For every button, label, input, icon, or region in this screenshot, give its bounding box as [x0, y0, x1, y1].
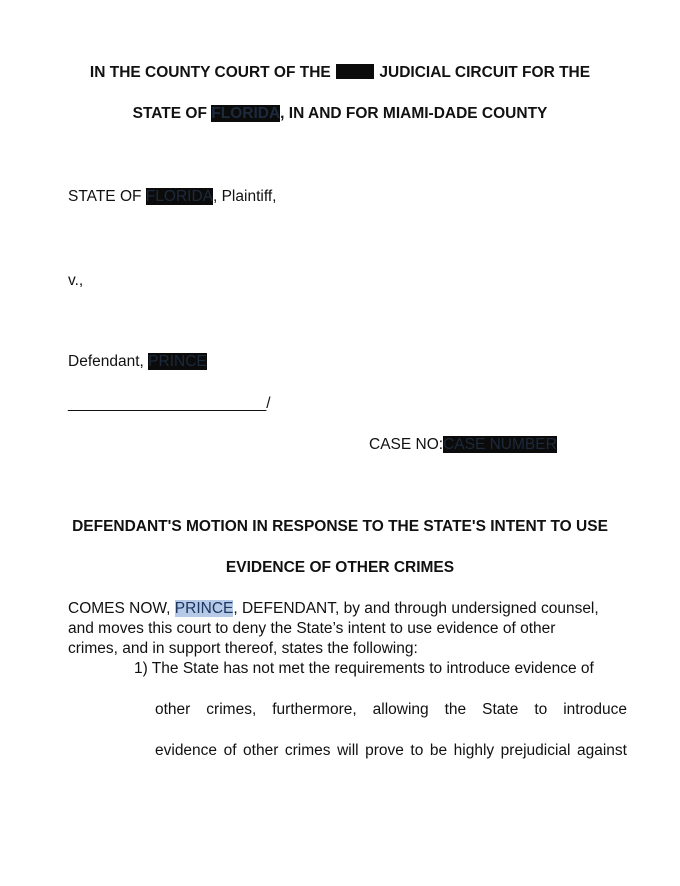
defendant-line: Defendant, PRINCE: [68, 353, 207, 370]
redacted-plaintiff-state: FLORIDA: [145, 188, 213, 205]
plaintiff-line: STATE OF FLORIDA, Plaintiff,: [68, 188, 277, 205]
intro-line-3: crimes, and in support thereof, states the following:: [68, 640, 418, 657]
list-item-1-line-1: 1) The State has not met the requirements to introduce evidence of: [134, 660, 594, 677]
motion-title-line-1: DEFENDANT'S MOTION IN RESPONSE TO THE STATE'S INTENT TO USE: [72, 518, 608, 535]
redacted-defendant-name: PRINCE: [148, 353, 207, 370]
court-caption-line-1: IN THE COUNTY COURT OF THE JUDICIAL CIRCUIT FOR THE: [89, 64, 591, 81]
defendant-name-highlight: PRINCE: [174, 600, 234, 617]
court-caption-line-2: STATE OF FLORIDA, IN AND FOR MIAMI-DADE COUNTY: [132, 105, 548, 122]
redacted-circuit: [336, 64, 374, 79]
list-item-1-line-2: other crimes, furthermore, allowing the State to introduce: [155, 701, 627, 718]
motion-title-line-2: EVIDENCE OF OTHER CRIMES: [225, 559, 455, 576]
versus-text: v.,: [68, 272, 84, 289]
signature-line: _______________________/: [68, 395, 271, 412]
intro-line-1: COMES NOW, PRINCE, DEFENDANT, by and through undersigned counsel,: [68, 600, 599, 617]
intro-line-2: and moves this court to deny the State’s intent to use evidence of other: [68, 620, 556, 637]
redacted-case-number: CASE NUMBER: [443, 436, 557, 453]
case-number-line: CASE NO:CASE NUMBER: [369, 436, 557, 453]
redacted-state: FLORIDA: [211, 105, 281, 122]
list-item-1-line-3: evidence of other crimes will prove to be highly prejudicial against: [155, 742, 627, 759]
